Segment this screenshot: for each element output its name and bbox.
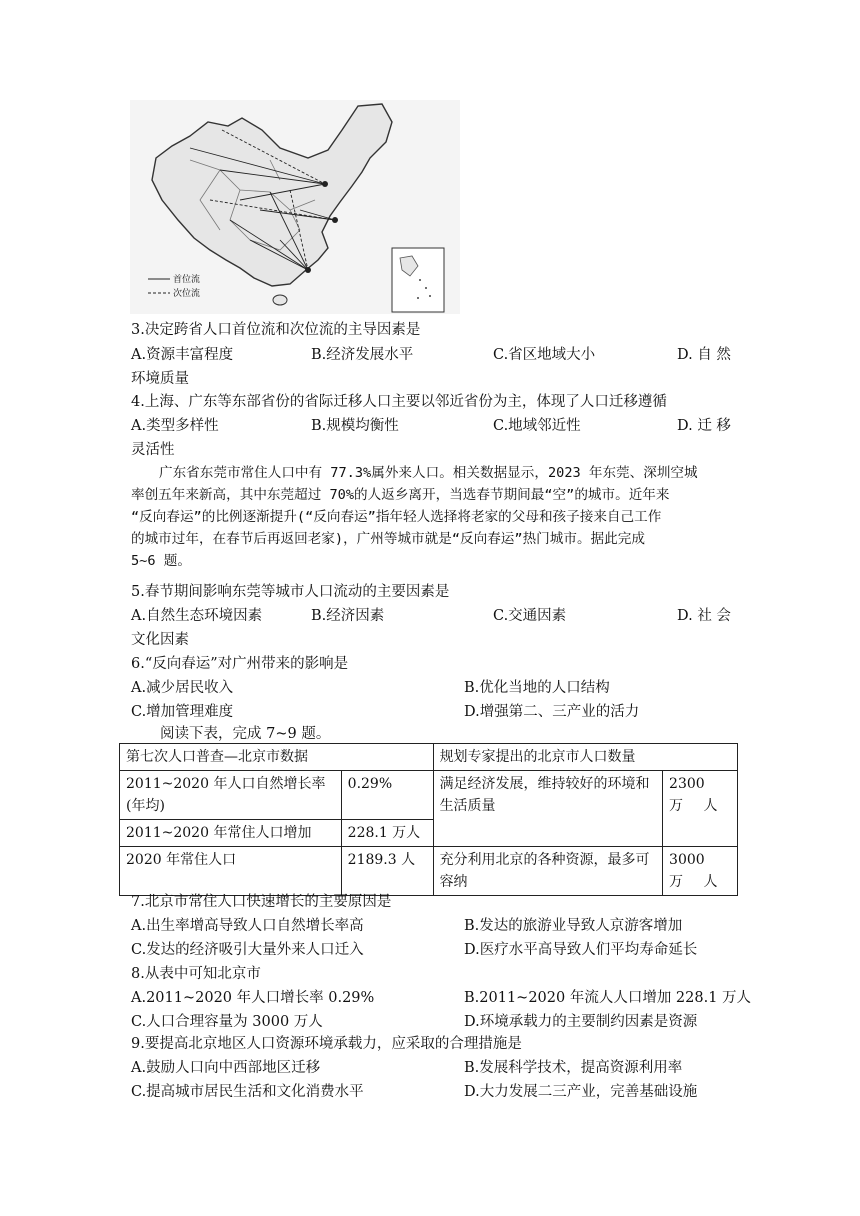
q3-option-d[interactable]: D. 自 然 (677, 347, 731, 363)
q9-stem: 9.要提高北京地区人口资源环境承载力，应采取的合理措施是 (131, 1036, 522, 1052)
q7-stem: 7.北京市常住人口快速增长的主要原因是 (131, 894, 392, 910)
q9-options-row1 (131, 1056, 731, 1078)
q6-stem: 6.“反向春运”对广州带来的影响是 (131, 656, 349, 672)
q7-options-row2 (131, 938, 731, 960)
table-intro: 阅读下表，完成 7~9 题。 (160, 726, 331, 742)
q4-option-d[interactable]: D. 迁 移 (677, 418, 731, 434)
q7-option-c[interactable]: C.发达的经济吸引大量外来人口迁入 (131, 942, 364, 958)
table-left-header: 第七次人口普查—北京市数据 (120, 744, 434, 771)
q8-option-c[interactable]: C.人口合理容量为 3000 万人 (131, 1014, 323, 1030)
q8-stem: 8.从表中可知北京市 (131, 966, 261, 982)
q5-option-a[interactable]: A.自然生态环境因素 (131, 608, 263, 624)
q8-option-a[interactable]: A.2011~2020 年人口增长率 0.29% (131, 990, 375, 1006)
q5-stem: 5.春节期间影响东莞等城市人口流动的主要因素是 (131, 584, 450, 600)
q9-option-d[interactable]: D.大力发展二三产业，完善基础设施 (464, 1084, 698, 1100)
q8-option-d[interactable]: D.环境承载力的主要制约因素是资源 (464, 1014, 698, 1030)
q9-option-b[interactable]: B.发展科学技术，提高资源利用率 (464, 1060, 683, 1076)
passage-line: 的城市过年，在春节后再返回老家)，广州等城市就是“反向春运”热门城市。据此完成 (131, 531, 645, 547)
table-right-header: 规划专家提出的北京市人口数量 (433, 744, 737, 771)
q6-options-row1 (131, 676, 731, 698)
q5-option-c[interactable]: C.交通因素 (493, 608, 567, 624)
q8-options-row1 (131, 986, 752, 1008)
table-cell-label: 2020 年常住人口 (120, 847, 342, 896)
table-cell-label: 满足经济发展，维持较好的环境和生活质量 (433, 771, 662, 847)
table-cell-value: 2189.3 人 (341, 847, 433, 896)
q7-option-a[interactable]: A.出生率增高导致人口自然增长率高 (131, 918, 364, 934)
passage (131, 462, 731, 572)
q5-options (131, 604, 731, 626)
q4-option-b[interactable]: B.规模均衡性 (311, 418, 399, 434)
passage-line: 5~6 题。 (131, 553, 191, 569)
passage-line: “反向春运”的比例逐渐提升(“反向春运”指年轻人选择将老家的父母和孩子接来自己工作 (131, 509, 662, 525)
q4-options (131, 414, 731, 436)
q9-options-row2 (131, 1080, 731, 1102)
legend-secondary-flow: 次位流 (173, 289, 201, 299)
q8-option-b[interactable]: B.2011~2020 年流人人口增加 228.1 万人 (464, 990, 752, 1006)
q3-option-c[interactable]: C.省区地域大小 (493, 347, 596, 363)
q8-options-row2 (131, 1010, 731, 1032)
passage-line: 率创五年来新高，其中东莞超过 70%的人返乡离开，当选春节期间最“空”的城市。近年来 (131, 487, 670, 503)
q4-stem: 4.上海、广东等东部省份的省际迁移人口主要以邻近省份为主，体现了人口迁移遵循 (131, 394, 667, 410)
q3-stem: 3.决定跨省人口首位流和次位流的主导因素是 (131, 322, 421, 338)
q9-option-a[interactable]: A.鼓励人口向中西部地区迁移 (131, 1060, 321, 1076)
table-cell-value: 2300 万 人 (663, 771, 738, 847)
table-cell-value: 3000 万 人 (663, 847, 738, 896)
q6-option-a[interactable]: A.减少居民收入 (131, 680, 234, 696)
legend-primary-flow: 首位流 (173, 275, 201, 285)
table-cell-value: 228.1 万人 (341, 820, 433, 847)
q7-option-d[interactable]: D.医疗水平高导致人们平均寿命延长 (464, 942, 698, 958)
table-cell-value: 0.29% (341, 771, 433, 820)
q5-option-d[interactable]: D. 社 会 (677, 608, 731, 624)
passage-line: 广东省东莞市常住人口中有 77.3%属外来人口。相关数据显示，2023 年东莞、深圳空城 (159, 465, 698, 481)
q6-option-d[interactable]: D.增强第二、三产业的活力 (464, 704, 640, 720)
table-cell-label: 2011~2020 年常住人口增加 (120, 820, 342, 847)
q6-options-row2 (131, 700, 731, 722)
q7-option-b[interactable]: B.发达的旅游业导致人京游客增加 (464, 918, 683, 934)
q3-option-a[interactable]: A.资源丰富程度 (131, 347, 234, 363)
q4-option-a[interactable]: A.类型多样性 (131, 418, 219, 434)
china-migration-map (130, 100, 460, 314)
q5-option-b[interactable]: B.经济因素 (311, 608, 385, 624)
q4-option-d-wrap: 灵活性 (131, 442, 175, 458)
table-cell-label: 2011~2020 年人口自然增长率 (年均) (120, 771, 342, 820)
q3-option-d-wrap: 环境质量 (131, 371, 189, 387)
q3-options (131, 343, 731, 365)
q6-option-b[interactable]: B.优化当地的人口结构 (464, 680, 610, 696)
q4-option-c[interactable]: C.地域邻近性 (493, 418, 581, 434)
south-china-sea-inset (392, 248, 444, 312)
q7-options-row1 (131, 914, 731, 936)
beijing-population-table (119, 743, 738, 896)
q9-option-c[interactable]: C.提高城市居民生活和文化消费水平 (131, 1084, 364, 1100)
q5-option-d-wrap: 文化因素 (131, 632, 189, 648)
q6-option-c[interactable]: C.增加管理难度 (131, 704, 234, 720)
q3-option-b[interactable]: B.经济发展水平 (311, 347, 414, 363)
table-cell-label: 充分利用北京的各种资源，最多可容纳 (433, 847, 662, 896)
